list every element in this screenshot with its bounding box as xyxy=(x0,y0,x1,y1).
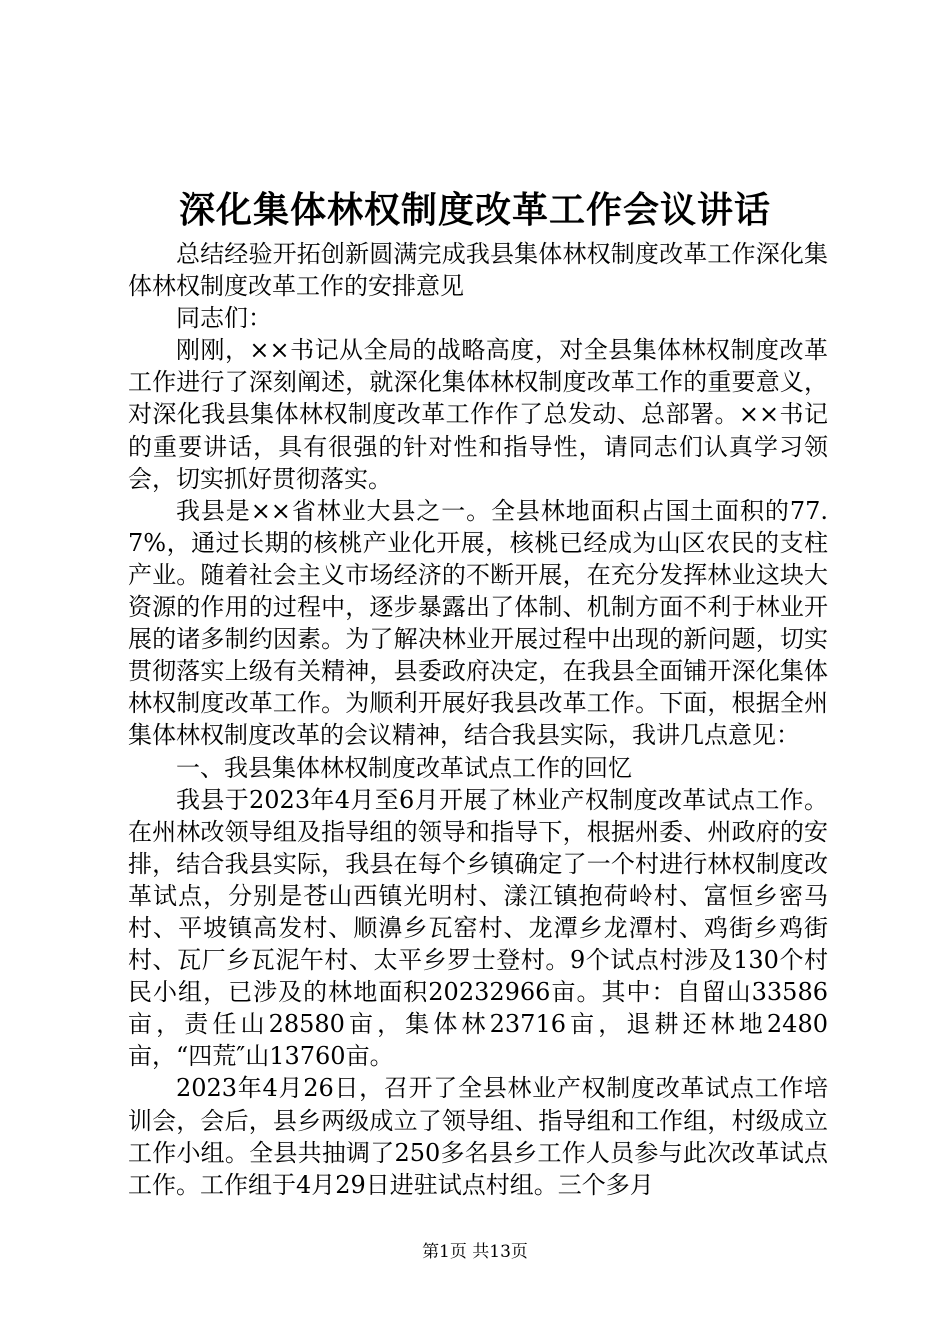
paragraph-salutation: 同志们： xyxy=(176,304,272,333)
paragraph-subtitle: 总结经验开拓创新圆满完成我县集体林权制度改革工作深化集体林权制度改革工作的安排意见 xyxy=(128,240,828,301)
paragraph-pilot-work: 我县于2023年4月至6月开展了林业产权制度改革试点工作。在州林改领导组及指导组的领导和指导下，根据州委、州政府的安排，结合我县实际，我县在每个乡镇确定了一个村进行林权制度改革试点，分别是苍山西镇光明村、漾江镇抱荷岭村、富恒乡密马村、平坡镇高发村、顺濞乡瓦窑村、龙潭乡龙潭村、鸡街乡鸡街村、瓦厂乡瓦泥午村、太平乡罗士登村。9个试点村涉及130个村民小组，已涉及的林地面积20232966亩。其中：自留山33586亩，责任山28580亩，集体林23716亩，退耕还林地2480亩，“四荒″山13760亩。 xyxy=(128,785,828,1071)
paragraph-opening: 刚刚，××书记从全局的战略高度，对全县集体林权制度改革工作进行了深刻阐述，就深化集体林权制度改革工作的重要意义，对深化我县集体林权制度改革工作作了总发动、总部署。××书记的重要讲话，具有很强的针对性和指导性，请同志们认真学习领会，切实抓好贯彻落实。 xyxy=(128,336,828,493)
paragraph-county-overview: 我县是××省林业大县之一。全县林地面积占国土面积的77.7%，通过长期的核桃产业化开展，核桃已经成为山区农民的支柱产业。随着社会主义市场经济的不断开展，在充分发挥林业这块大资源的作用的过程中，逐步暴露出了体制、机制方面不利于林业开展的诸多制约因素。为了解决林业开展过程中出现的新问题，切实贯彻落实上级有关精神，县委政府决定，在我县全面铺开深化集体林权制度改革工作。为顺利开展好我县改革工作。下面，根据全州集体林权制度改革的会议精神，结合我县实际，我讲几点意见： xyxy=(128,496,828,750)
paragraph-training-meeting: 2023年4月26日，召开了全县林业产权制度改革试点工作培训会，会后，县乡两级成立了领导组、指导组和工作组，村级成立工作小组。全县共抽调了250多名县乡工作人员参与此次改革试点工作。工作组于4月29日进驻试点村组。三个多月 xyxy=(128,1074,828,1199)
page-number-footer: 第1页 共13页 xyxy=(422,1242,528,1262)
section-heading-1: 一、我县集体林权制度改革试点工作的回忆 xyxy=(176,753,632,782)
document-body xyxy=(128,238,828,1201)
document-title: 深化集体林权制度改革工作会议讲话 xyxy=(178,189,771,231)
